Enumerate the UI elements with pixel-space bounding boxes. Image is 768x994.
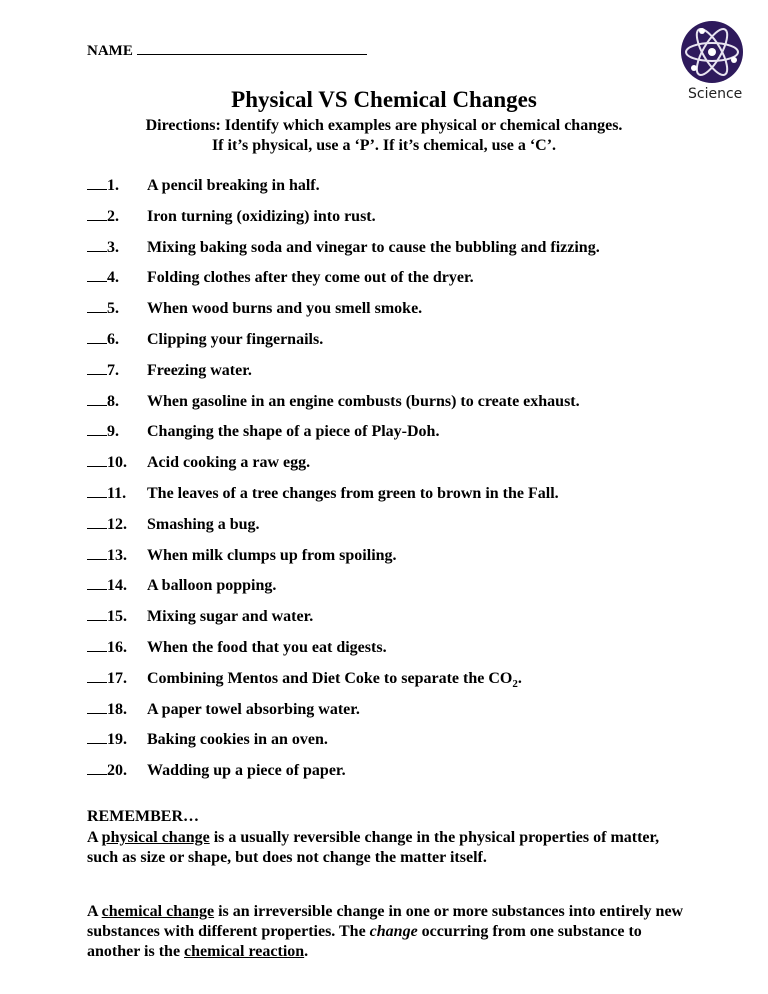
question-item	[87, 729, 328, 749]
question-number: 9.	[107, 423, 119, 441]
name-field[interactable]	[87, 42, 367, 60]
question-text: Iron turning (oxidizing) into rust.	[147, 207, 376, 225]
question-text-end: .	[517, 669, 522, 687]
answer-blank[interactable]	[87, 298, 107, 313]
question-number: 5.	[107, 300, 119, 318]
question-number: 14.	[107, 577, 127, 595]
question-number: 8.	[107, 392, 119, 410]
chemical-change-definition: A chemical change is an irreversible change in one or more substances into entirely new substances with different properties. The change occurring from one substance to another is the chemical reaction.	[87, 903, 684, 960]
answer-blank[interactable]	[87, 483, 107, 498]
answer-blank[interactable]	[87, 514, 107, 529]
question-text: Changing the shape of a piece of Play-Doh.	[147, 423, 440, 441]
answer-blank[interactable]	[87, 760, 107, 775]
answer-blank[interactable]	[87, 329, 107, 344]
question-text: Freezing water.	[147, 361, 252, 379]
answer-blank[interactable]	[87, 575, 107, 590]
answer-blank[interactable]	[87, 452, 107, 467]
question-text: A balloon popping.	[147, 577, 277, 595]
question-number: 16.	[107, 639, 127, 656]
question-text: When milk clumps up from spoiling.	[147, 546, 397, 564]
page-title: Physical VS Chemical Changes	[231, 87, 537, 112]
question-text: Acid cooking a raw egg.	[147, 454, 311, 472]
question-item	[87, 360, 252, 380]
question-number: 20.	[107, 762, 127, 780]
question-number: 3.	[107, 238, 119, 256]
question-item	[87, 637, 387, 657]
question-text: A pencil breaking in half.	[147, 177, 320, 194]
question-item	[87, 421, 439, 441]
question-text: Wadding up a piece of paper.	[147, 762, 346, 780]
question-text: Combining Mentos and Diet Coke to separate the CO	[147, 669, 513, 687]
question-text: When gasoline in an engine combusts (burns) to create exhaust.	[147, 392, 580, 410]
question-text: Smashing a bug.	[147, 515, 260, 533]
answer-blank[interactable]	[87, 606, 107, 621]
atom-logo-icon	[680, 20, 744, 84]
question-text: The leaves of a tree changes from green to brown in the Fall.	[147, 485, 559, 502]
question-item	[87, 606, 313, 626]
answer-blank[interactable]	[87, 699, 107, 714]
question-number: 10.	[107, 454, 127, 472]
answer-blank[interactable]	[87, 391, 107, 406]
answer-blank[interactable]	[87, 421, 107, 436]
question-item	[87, 452, 310, 472]
directions-line-1: Directions: Identify which examples are physical or chemical changes.	[145, 117, 623, 134]
question-number: 4.	[107, 269, 119, 287]
question-text: A paper towel absorbing water.	[147, 700, 360, 718]
answer-blank[interactable]	[87, 545, 107, 560]
name-blank[interactable]	[137, 42, 367, 55]
question-item	[87, 206, 376, 226]
question-number: 15.	[107, 608, 127, 626]
remember-heading: REMEMBER…	[87, 808, 199, 825]
question-item	[87, 267, 474, 287]
question-item	[87, 514, 260, 534]
question-item	[87, 668, 522, 688]
question-item	[87, 760, 346, 780]
question-item	[87, 699, 360, 719]
question-item	[87, 175, 320, 195]
answer-blank[interactable]	[87, 729, 107, 744]
answer-blank[interactable]	[87, 175, 107, 190]
question-number: 7.	[107, 361, 119, 379]
question-text: Mixing sugar and water.	[147, 608, 314, 626]
question-item	[87, 329, 323, 349]
question-text: Clipping your fingernails.	[147, 331, 324, 348]
question-number: 12.	[107, 515, 127, 533]
question-text: When the food that you eat digests.	[147, 639, 387, 656]
name-label: NAME	[87, 43, 133, 59]
question-text: Baking cookies in an oven.	[147, 731, 328, 749]
question-text: Folding clothes after they come out of the dryer.	[147, 269, 474, 287]
question-item	[87, 575, 276, 595]
question-text: Mixing baking soda and vinegar to cause the bubbling and fizzing.	[147, 238, 600, 256]
question-number: 2.	[107, 207, 119, 225]
question-number: 6.	[107, 331, 119, 348]
question-number: 17.	[107, 669, 127, 687]
question-number: 11.	[107, 485, 127, 502]
question-number: 13.	[107, 546, 127, 564]
answer-blank[interactable]	[87, 360, 107, 375]
answer-blank[interactable]	[87, 237, 107, 252]
question-item	[87, 237, 600, 257]
question-item	[87, 545, 397, 565]
logo-text: Science	[688, 86, 743, 102]
answer-blank[interactable]	[87, 668, 107, 683]
question-number: 19.	[107, 731, 127, 749]
subscript: 2	[512, 677, 518, 690]
answer-blank[interactable]	[87, 267, 107, 282]
physical-change-definition: A physical change is a usually reversible change in the physical properties of matter, such as size or shape, but does not change the matter itself.	[87, 829, 660, 866]
question-item	[87, 483, 559, 503]
question-item	[87, 391, 580, 411]
answer-blank[interactable]	[87, 206, 107, 221]
question-item	[87, 298, 422, 318]
question-number: 18.	[107, 700, 127, 718]
answer-blank[interactable]	[87, 637, 107, 652]
question-text: When wood burns and you smell smoke.	[147, 300, 423, 318]
question-number: 1.	[107, 177, 119, 194]
directions-line-2: If it’s physical, use a ‘P’. If it’s chemical, use a ‘C’.	[211, 137, 557, 154]
